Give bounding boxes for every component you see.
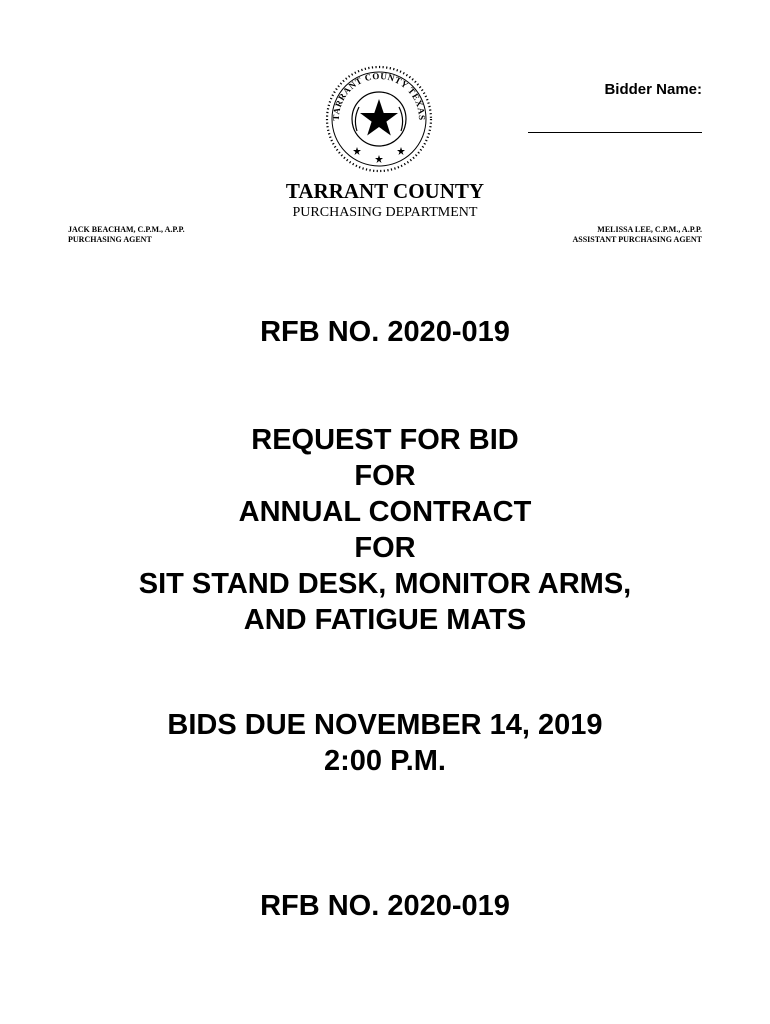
bidder-name-label: Bidder Name: [604, 81, 702, 98]
purchasing-agent-name: JACK BEACHAM, C.P.M., A.P.P. [68, 225, 185, 234]
title-line: REQUEST FOR BID [251, 424, 519, 456]
rfb-number: RFB NO. 2020-019 [260, 316, 510, 348]
due-time: 2:00 P.M. [324, 745, 446, 777]
bidder-name-line[interactable] [528, 132, 702, 133]
seal-ring-text: TARRANT COUNTY TEXAS [330, 70, 428, 121]
due-date: BIDS DUE NOVEMBER 14, 2019 [167, 709, 603, 741]
title-line: FOR [354, 532, 416, 564]
bid-title [0, 422, 770, 638]
title-line: SIT STAND DESK, MONITOR ARMS, [138, 568, 632, 600]
assistant-agent-name: MELISSA LEE, C.P.M., A.P.P. [597, 225, 702, 234]
footer-rfb-number: RFB NO. 2020-019 [260, 890, 510, 922]
purchasing-agent-block [68, 225, 185, 245]
star-icon [360, 99, 398, 136]
assistant-agent-block [572, 225, 702, 245]
county-name: TARRANT COUNTY [285, 179, 485, 203]
title-line: FOR [354, 460, 416, 492]
county-seal [323, 63, 435, 175]
assistant-agent-title: ASSISTANT PURCHASING AGENT [572, 235, 702, 244]
purchasing-agent-title: PURCHASING AGENT [68, 235, 152, 244]
title-line: AND FATIGUE MATS [243, 604, 527, 636]
title-line: ANNUAL CONTRACT [238, 496, 532, 528]
bid-due [0, 707, 770, 779]
department-name: PURCHASING DEPARTMENT [292, 205, 478, 220]
